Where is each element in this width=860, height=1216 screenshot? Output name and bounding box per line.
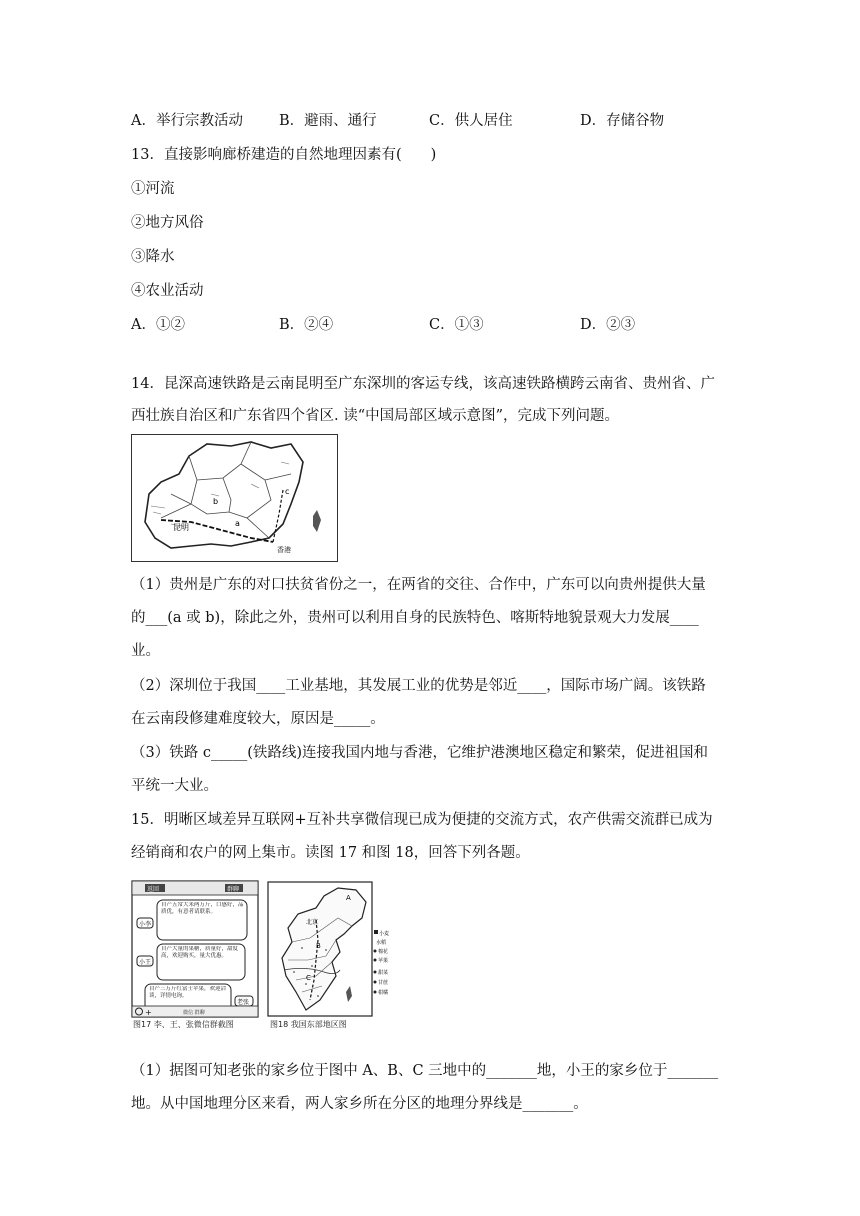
map-label-a: a (235, 519, 240, 528)
legend-apple: 苹果 (378, 958, 389, 964)
q13-item-1: ①河流 (131, 181, 175, 197)
map-label-b: b (213, 497, 219, 506)
fig17-header-left: 返回 (147, 886, 160, 893)
q13-option-b: B．②④ (279, 317, 334, 333)
fig17-footer: 微信 群聊 (183, 1010, 205, 1016)
legend-wheat: 小麦 (379, 931, 390, 937)
q15-stem-line1: 15．明晰区域差异互联网+互补共享微信现已成为便捷的交流方式，农产供需交流群已成为 (131, 812, 713, 828)
q14-stem-line2: 西壮族自治区和广东省四个省区. 读“中国局部区域示意图”，完成下列问题。 (131, 408, 620, 424)
legend-cotton: 棉花 (378, 949, 389, 955)
fig18-label-c: C (306, 974, 311, 982)
q12-option-d: D．存储谷物 (580, 113, 665, 129)
q14-p2-line1: （2）深圳位于我国____工业基地，其发展工业的优势是邻近____，国际市场广阔。该铁路 (131, 678, 706, 694)
fig18-svg (266, 880, 402, 1030)
fig18-caption: 图18 我国东部地区图 (270, 1020, 347, 1029)
q14-p1-line2: 的___(a 或 b)，除此之外，贵州可以利用自身的民族特色、喀斯特地貌景观大力发展____ (131, 610, 699, 626)
legend-citrus: 柑橘 (378, 990, 389, 996)
map-label-c: c (285, 487, 290, 496)
fig18-legend (374, 930, 390, 996)
q14-p3-line2: 平统一大业。 (131, 778, 218, 794)
q13-item-3: ③降水 (131, 249, 175, 265)
legend-beet: 甜菜 (378, 970, 389, 976)
fig18-east-china-map (266, 880, 402, 1030)
q14-p3-line1: （3）铁路 c_____(铁路线)连接我国内地与香港，它维护港澳地区稳定和繁荣，促进祖国和 (131, 745, 709, 761)
q12-option-a: A．举行宗教活动 (131, 113, 243, 129)
q13-item-2: ②地方风俗 (131, 215, 204, 231)
q13-option-a: A．①② (131, 317, 185, 333)
fig17-wechat-screenshot (131, 880, 259, 1030)
q14-p1-line1: （1）贵州是广东的对口扶贫省份之一，在两省的交往、合作中，广东可以向贵州提供大量 (131, 577, 706, 593)
q14-stem-line1: 14．昆深高速铁路是云南昆明至广东深圳的客运专线，该高速铁路横跨云南省、贵州省、广 (131, 376, 715, 392)
fig17-name-li: 小李 (139, 921, 152, 928)
q13-option-c: C．①③ (429, 317, 484, 333)
q12-option-b: B．避雨、通行 (279, 113, 377, 129)
q13-stem: 13．直接影响廊桥建造的自然地理因素有( ) (131, 147, 437, 163)
q14-map-figure (131, 434, 338, 562)
q14-p1-line3: 业。 (131, 643, 160, 659)
q15-p1-line2: 地。从中国地理分区来看，两人家乡所在分区的地理分界线是_______。 (131, 1096, 588, 1112)
legend-sugarcane: 甘蔗 (378, 980, 389, 986)
q13-item-4: ④农业活动 (131, 283, 204, 299)
fig17-msg1: 自产五常大米两万斤，口感好，品质优，有意者请联系。 (161, 902, 244, 915)
fig17-plus-icon: + (145, 1008, 152, 1017)
q14-p2-line2: 在云南段修建难度较大，原因是_____。 (131, 711, 385, 727)
fig18-label-b: B (316, 942, 321, 950)
q13-option-d: D．②③ (580, 317, 636, 333)
fig17-name-zhang: 老张 (237, 999, 250, 1006)
fig18-label-beijing: 北京 (306, 919, 319, 926)
q14-map-svg (131, 434, 338, 562)
fig17-caption: 图17 李、王、张微信群截图 (133, 1020, 234, 1029)
fig17-svg (131, 880, 259, 1030)
fig17-name-wang: 小王 (139, 959, 152, 966)
fig17-msg3: 自产三万斤红富士苹果，欢迎洽谈，详情电询。 (149, 986, 227, 999)
legend-rice: 水稻 (376, 940, 387, 946)
map-label-hk: 香港 (277, 546, 291, 554)
map-label-kunming: 昆明 (173, 523, 189, 532)
fig17-header-right: 群聊 (227, 886, 240, 893)
fig18-label-a: A (346, 894, 351, 902)
q15-p1-line1: （1）据图可知老张的家乡位于图中 A、B、C 三地中的_______地，小王的家乡位于_______ (131, 1063, 719, 1079)
q12-option-c: C．供人居住 (429, 113, 513, 129)
q15-stem-line2: 经销商和农户的网上集市。读图 17 和图 18，回答下列各题。 (131, 845, 530, 861)
fig17-msg2: 自产大量的果糖，质量好，甜度高，欢迎购买，量大优惠。 (161, 946, 239, 959)
